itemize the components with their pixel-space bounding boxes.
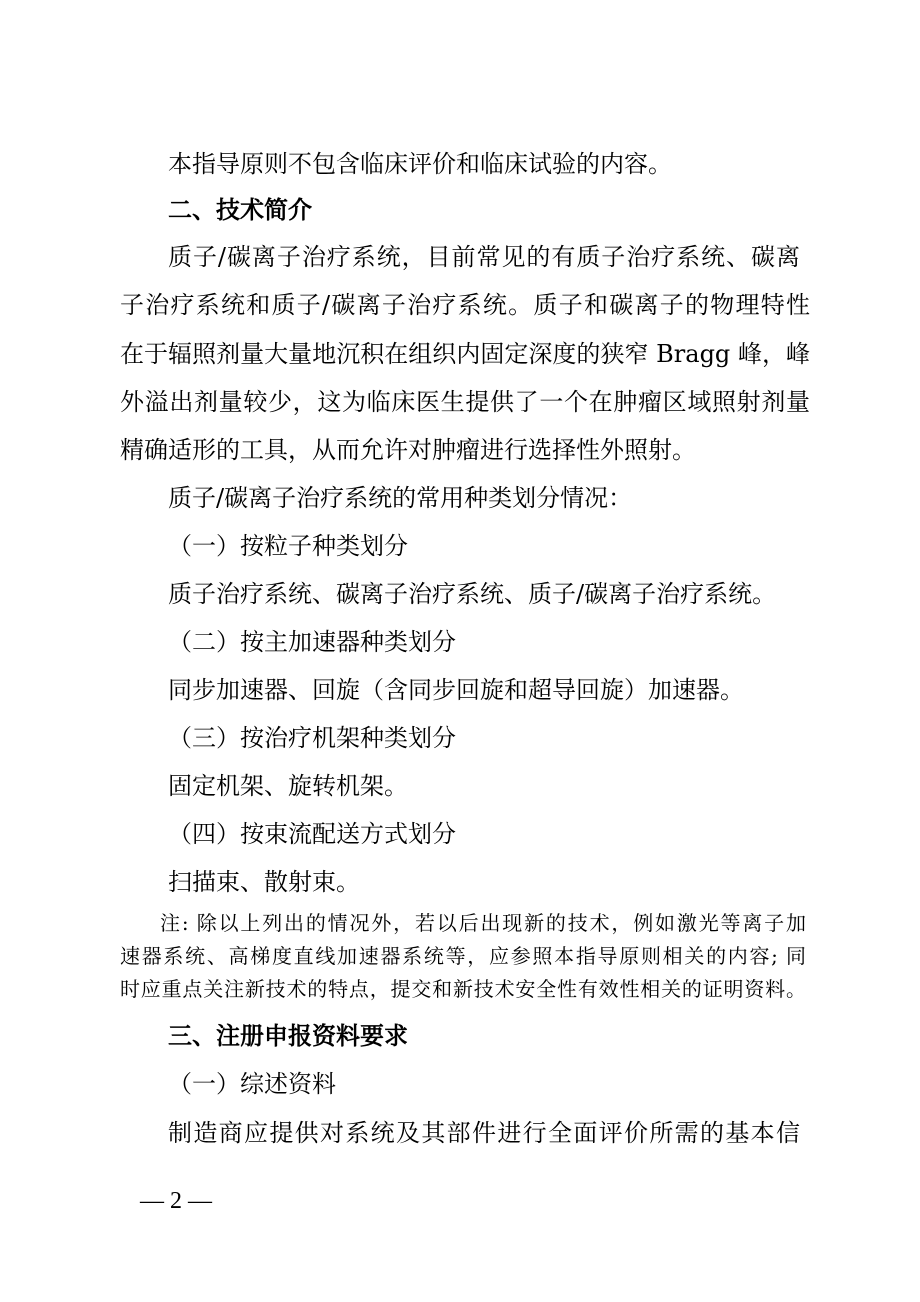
- paragraph-line: 同步加速器、回旋（含同步回旋和超导回旋）加速器。: [168, 676, 744, 704]
- subheading-particle-type: （一）按粒子种类划分: [168, 532, 408, 560]
- note-line: 注: 除以上列出的情况外，若以后出现新的技术，例如激光等离子加: [160, 911, 806, 935]
- paragraph-line: 子治疗系统和质子/碳离子治疗系统。质子和碳离子的物理特性: [120, 291, 810, 319]
- section-heading-registration-requirements: 三、注册申报资料要求: [168, 1022, 408, 1050]
- subheading-accelerator-type: （二）按主加速器种类划分: [168, 628, 456, 656]
- paragraph-line: 质子/碳离子治疗系统，目前常见的有质子治疗系统、碳离: [168, 243, 800, 271]
- page-number: — 2 —: [140, 1188, 212, 1214]
- section-heading-technical-intro: 二、技术简介: [168, 196, 312, 224]
- paragraph-line: 质子治疗系统、碳离子治疗系统、质子/碳离子治疗系统。: [168, 580, 777, 608]
- subheading-summary: （一）综述资料: [168, 1070, 336, 1098]
- subheading-beam-delivery: （四）按束流配送方式划分: [168, 820, 456, 848]
- paragraph-line: 制造商应提供对系统及其部件进行全面评价所需的基本信: [168, 1119, 800, 1147]
- paragraph-line: 精确适形的工具，从而允许对肿瘤进行选择性外照射。: [120, 436, 696, 464]
- paragraph-line: 固定机架、旋转机架。: [168, 772, 408, 800]
- paragraph-line: 扫描束、散射束。: [168, 868, 360, 896]
- paragraph-line: 质子/碳离子治疗系统的常用种类划分情况：: [168, 484, 633, 512]
- paragraph-line: 在于辐照剂量大量地沉积在组织内固定深度的狭窄 Bragg 峰，峰: [120, 340, 810, 368]
- paragraph-line: 外溢出剂量较少，这为临床医生提供了一个在肿瘤区域照射剂量: [120, 388, 810, 416]
- note-line: 速器系统、高梯度直线加速器系统等，应参照本指导原则相关的内容; 同: [120, 944, 806, 968]
- note-line: 时应重点关注新技术的特点，提交和新技术安全性有效性相关的证明资料。: [120, 977, 806, 1001]
- subheading-gantry-type: （三）按治疗机架种类划分: [168, 724, 456, 752]
- paragraph-line: 本指导原则不包含临床评价和临床试验的内容。: [168, 150, 672, 178]
